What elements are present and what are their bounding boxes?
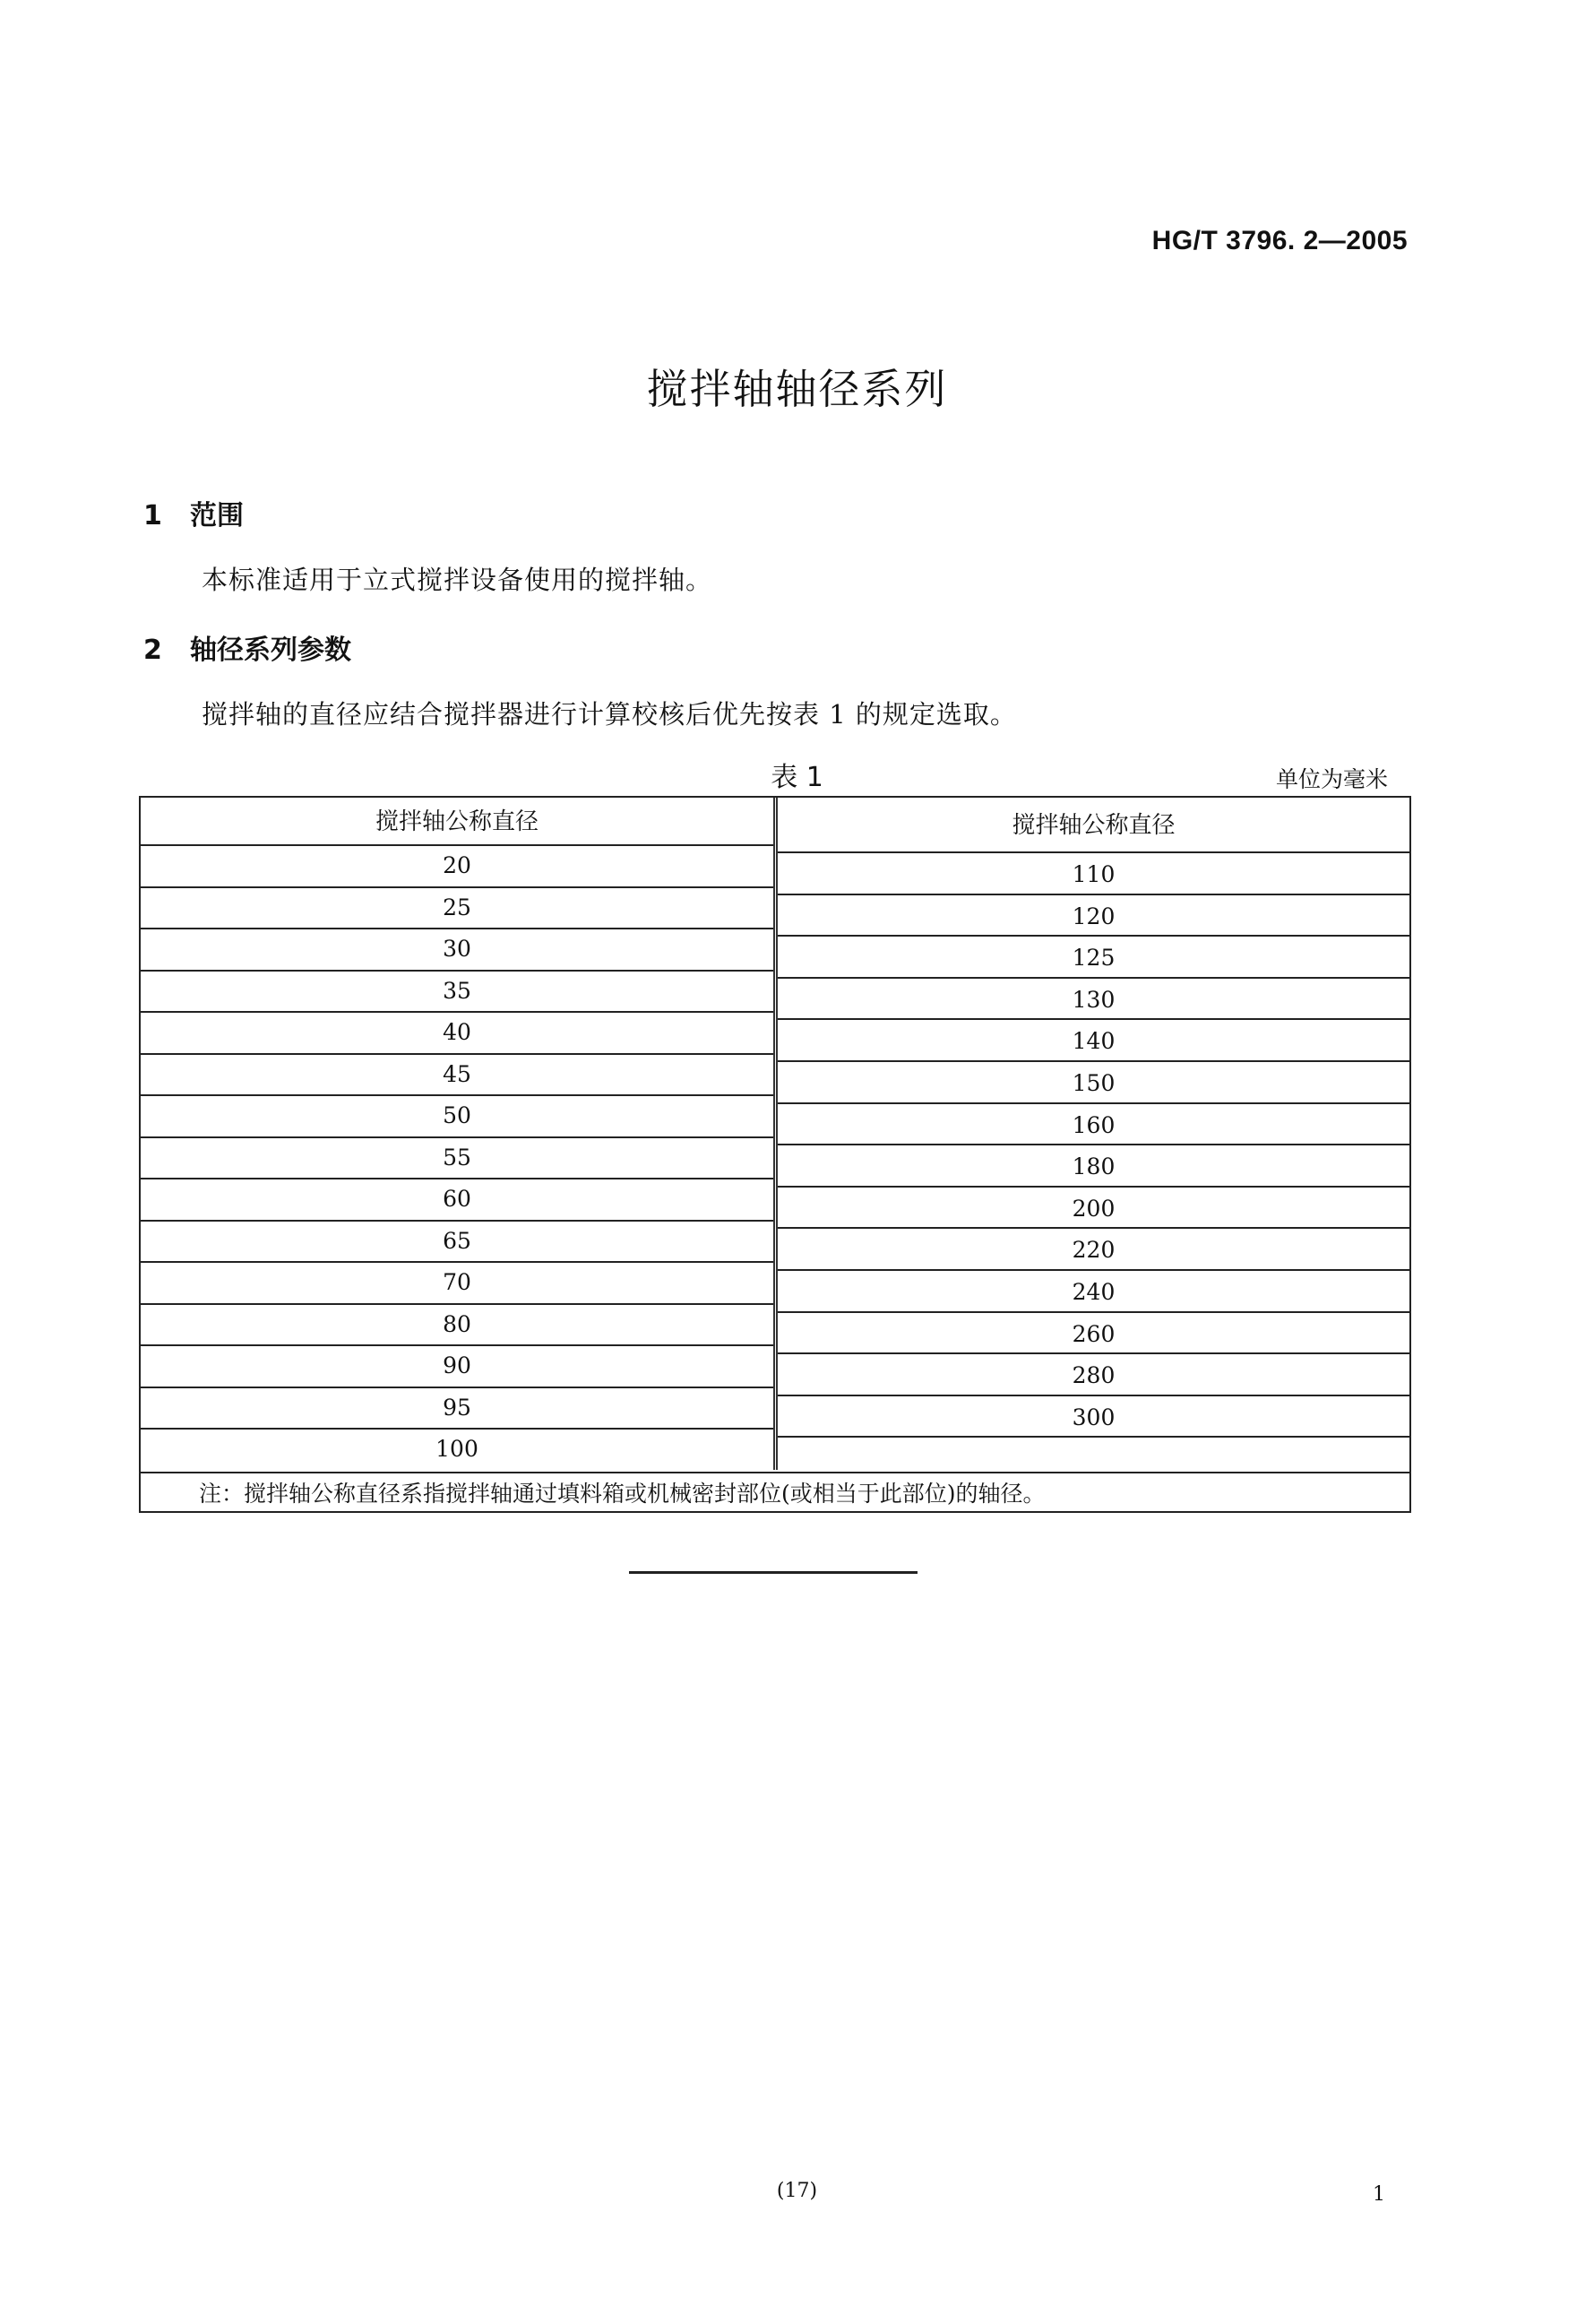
table-cell: 45: [141, 1055, 773, 1097]
table-cell: 90: [141, 1346, 773, 1388]
table-cell: 180: [778, 1145, 1409, 1188]
page-number-right: 1: [1373, 2183, 1385, 2206]
table-cell: 30: [141, 929, 773, 972]
table-cell: 95: [141, 1388, 773, 1430]
table-cell: 280: [778, 1354, 1409, 1396]
table-cell: 40: [141, 1013, 773, 1055]
table-note: 注：搅拌轴公称直径系指搅拌轴通过填料箱或机械密封部位(或相当于此部位)的轴径。: [141, 1472, 1409, 1513]
table-cell: 65: [141, 1222, 773, 1264]
table-cell: 70: [141, 1263, 773, 1305]
left-column-header: 搅拌轴公称直径: [141, 798, 773, 846]
table-cell: 125: [778, 937, 1409, 979]
table-cell: 35: [141, 972, 773, 1014]
table-cell: 150: [778, 1062, 1409, 1104]
table-cell: 25: [141, 888, 773, 930]
table-cell: 80: [141, 1305, 773, 1347]
section-2-title: 轴径系列参数: [190, 635, 351, 666]
section-2-number: 2: [143, 635, 162, 666]
table-cell: 240: [778, 1271, 1409, 1313]
section-1-heading: [143, 493, 244, 532]
section-1-text: 本标准适用于立式搅拌设备使用的搅拌轴。: [202, 565, 713, 595]
table-title: 表 1: [771, 762, 823, 793]
table-unit: 单位为毫米: [1275, 766, 1388, 792]
section-1-title: 范围: [190, 500, 244, 531]
table-cell: 220: [778, 1229, 1409, 1271]
table-cell: 260: [778, 1313, 1409, 1355]
table-cell: 160: [778, 1104, 1409, 1146]
table-cell: 20: [141, 846, 773, 888]
table-cell: 50: [141, 1096, 773, 1138]
diameter-table: [139, 796, 1411, 1513]
right-column-header: 搅拌轴公称直径: [778, 798, 1409, 853]
table-cell: 120: [778, 895, 1409, 937]
section-2-heading: [143, 627, 351, 667]
table-left-column: [141, 798, 778, 1470]
table-cell: 300: [778, 1396, 1409, 1438]
end-rule: [629, 1571, 918, 1574]
section-1-number: 1: [143, 500, 162, 531]
standard-code: HG/T 3796. 2—2005: [1151, 226, 1408, 255]
document-title: 搅拌轴轴径系列: [646, 365, 948, 413]
table-cell: 140: [778, 1020, 1409, 1062]
table-cell: 130: [778, 979, 1409, 1021]
table-cell: 100: [435, 1436, 478, 1462]
table-cell: 110: [778, 853, 1409, 895]
table-right-column: [778, 798, 1409, 1470]
table-cell: 55: [141, 1138, 773, 1180]
page-number-center: (17): [776, 2180, 818, 2202]
table-cell: 200: [778, 1188, 1409, 1230]
section-2-text: 搅拌轴的直径应结合搅拌器进行计算校核后优先按表 1 的规定选取。: [202, 699, 1017, 730]
table-cell: 60: [141, 1179, 773, 1222]
